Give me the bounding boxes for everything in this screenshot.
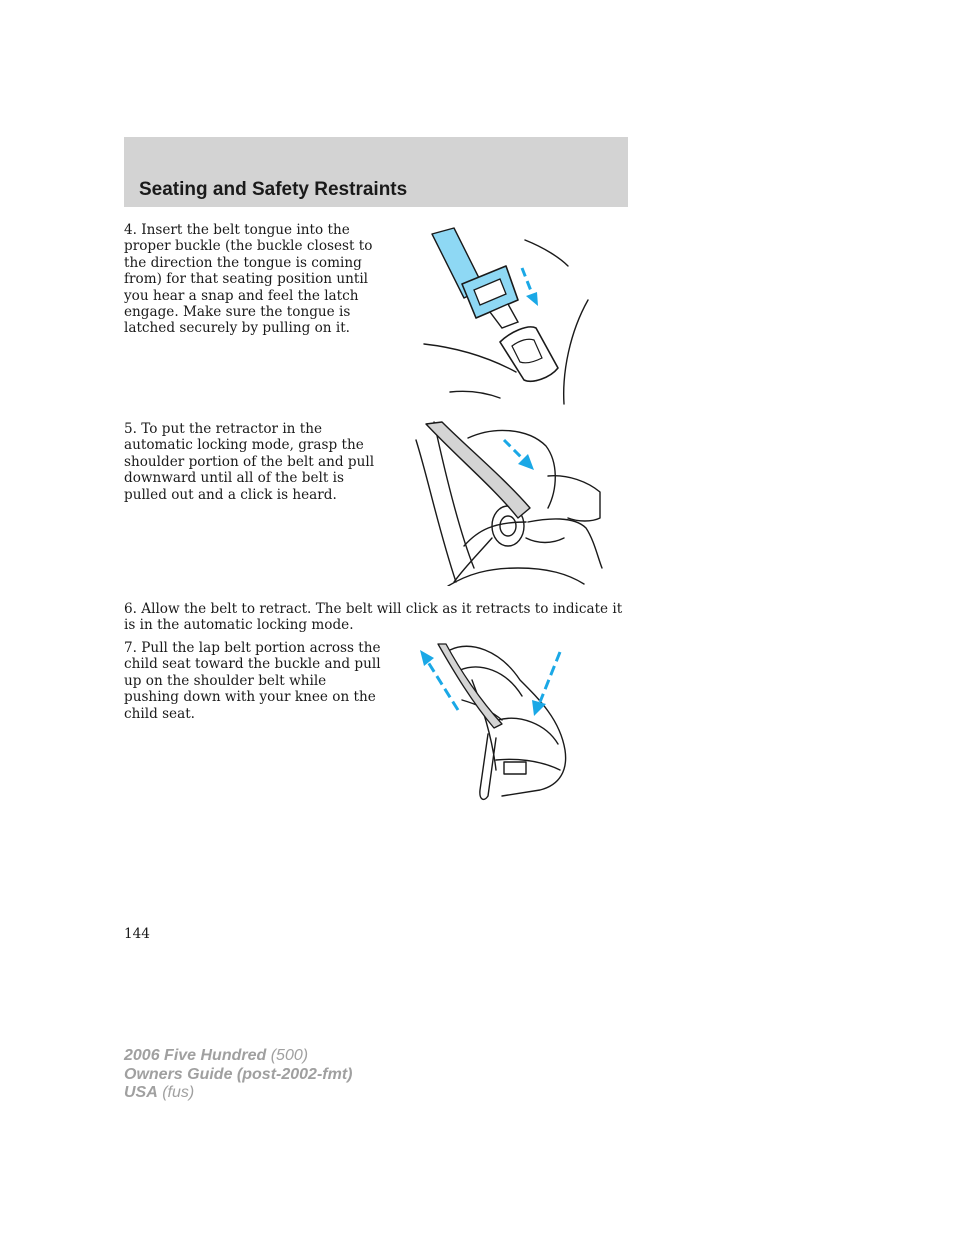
retractor-locking-illustration (408, 418, 608, 586)
belt-tongue-buckle-illustration (420, 222, 620, 408)
page-number: 144 (124, 926, 150, 942)
document-footer (124, 1047, 352, 1103)
child-seat-tighten-illustration (410, 640, 580, 808)
footer-line-region (124, 1084, 352, 1103)
footer-guide-name: Owners Guide (post-2002-fmt) (124, 1065, 353, 1083)
footer-region-code: (fus) (157, 1084, 195, 1101)
step-4-text: 4. Insert the belt tongue into the proper buckle (the buckle closest to the direction the tongue is coming from) for that seating position until you hear a snap and feel the latch engage. Make sure the tongue is latched securely by pulling on it. (124, 222, 373, 337)
footer-line-model (124, 1047, 352, 1066)
footer-model-name: 2006 Five Hundred (124, 1047, 267, 1064)
step-5-text: 5. To put the retractor in the automatic locking mode, grasp the shoulder portion of the belt and pull downward until all of the belt is pulled out and a click is heard. (124, 421, 375, 503)
step-6-text: 6. Allow the belt to retract. The belt will click as it retracts to indicate it is in the automatic locking mode. (124, 601, 623, 634)
footer-model-code: (500) (266, 1047, 309, 1064)
section-title: Seating and Safety Restraints (139, 179, 408, 200)
footer-region: USA (124, 1084, 158, 1101)
footer-line-guide (124, 1066, 352, 1085)
section-header (124, 137, 628, 207)
step-7-text: 7. Pull the lap belt portion across the child seat toward the buckle and pull up on the shoulder belt while pushing down with your knee on the child seat. (124, 640, 381, 722)
